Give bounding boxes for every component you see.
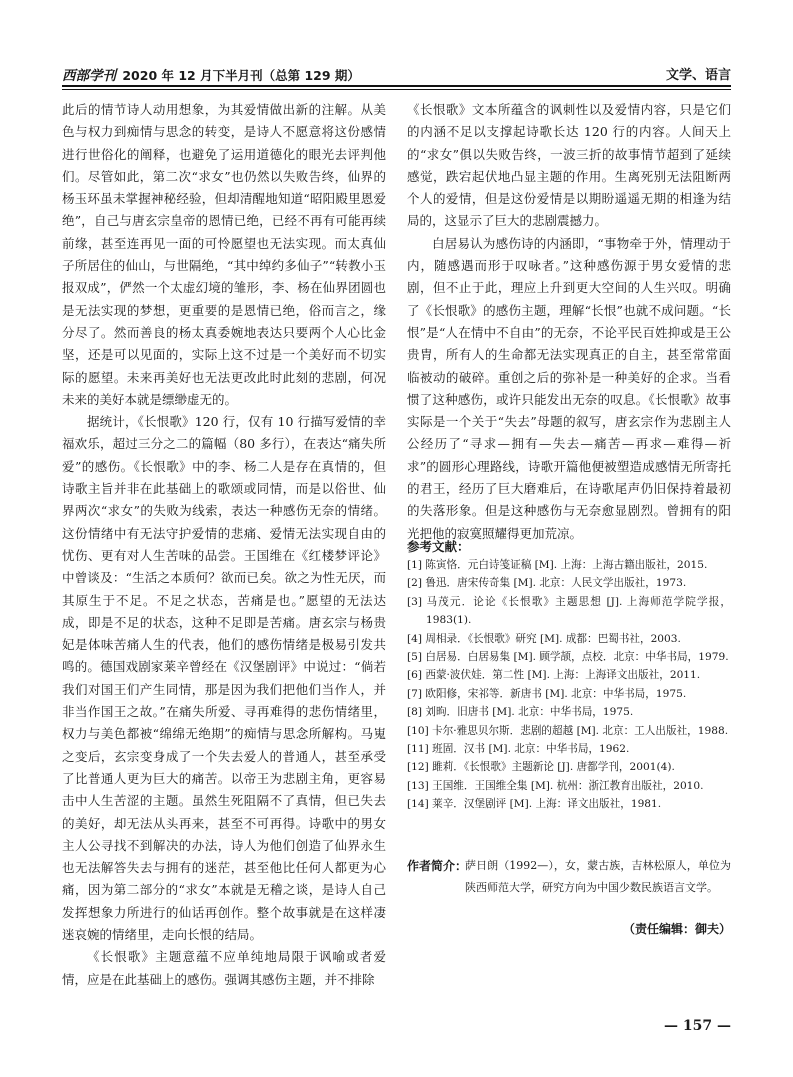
reference-item: [3] 马茂元．论论《长恨歌》主题思想 [J]. 上海师范学院学报，1983(1).	[407, 595, 731, 627]
reference-item: [7] 欧阳修，宋祁等．新唐书 [M]. 北京：中华书局，1975.	[407, 687, 687, 700]
header-rule	[62, 85, 731, 87]
author-label: 作者简介：	[407, 859, 468, 873]
reference-item: [10] 卡尔·雅思贝尔斯．悲剧的超越 [M]. 北京：工人出版社，1988.	[407, 724, 729, 737]
reference-item: [13] 王国维．王国维全集 [M]. 杭州：浙江教育出版社，2010.	[407, 779, 704, 792]
header-rule-thin	[62, 89, 731, 90]
responsible-editor: （责任编辑：御夫）	[622, 922, 731, 936]
reference-item: [4] 周相录．《长恨歌》研究 [M]. 成都：巴蜀书社，2003.	[407, 632, 681, 645]
journal-brand: 西部学刊	[62, 68, 116, 84]
paragraph: 《长恨歌》主题意蕴不应单纯地局限于讽喻或者爱情，应是在此基础上的感伤。强调其感伤主题，并不排除	[62, 949, 386, 987]
reference-item: [12] 雎莉．《长恨歌》主题新论 [J]. 唐都学刊，2001(4).	[407, 761, 675, 774]
author-text: 萨日朗（1992—），女，蒙古族，吉林松原人，单位为陕西师范大学，研究方向为中国少数民族语言文学。	[465, 859, 731, 894]
reference-item: [1] 陈寅恪．元白诗笺证稿 [M]. 上海：上海古籍出版社，2015.	[407, 559, 708, 571]
journal-masthead	[62, 64, 360, 84]
page-header	[62, 62, 731, 84]
reference-item: [8] 刘昫．旧唐书 [M]. 北京：中华书局，1975.	[407, 706, 634, 719]
reference-item: [11] 班固．汉书 [M]. 北京：中华书局，1962.	[407, 743, 630, 756]
reference-item: [6] 西蒙·波伏娃．第二性 [M]. 上海：上海译文出版社，2011.	[407, 669, 701, 682]
reference-item: [2] 鲁迅．唐宋传奇集 [M]. 北京：人民文学出版社，1973.	[407, 577, 687, 590]
paragraph: 《长恨歌》文本所蕴含的讽刺性以及爱情内容，只是它们的内涵不足以支撑起诗歌长达 120 行的内容。人间天上的“求女”俱以失败告终，一波三折的故事情节超到了延续感觉，跌宕起伏地凸显主题的作用。生离死别无法阻断两个人的爱情，但是这份爱情是以期盼遥遥无期的相逢为结局的，这显示了巨大的悲剧震撼力。	[407, 102, 731, 229]
page-number: — 157 —	[664, 1018, 731, 1034]
issue-info: 2020 年 12 月下半月刊（总第 129 期）	[122, 68, 360, 83]
paragraph: 白居易认为感伤诗的内涵即，“事物牵于外，情理动于内，随感遇而形于叹咏者。”这种感伤源于男女爱情的悲剧，但不止于此，理应上升到更大空间的人生兴叹。明确了《长恨歌》的感伤主题，理解“长恨”也就不成问题。“长恨”是“人在情中不自由”的无奈，不论平民百姓抑或是王公贵胄，所有人的生命都无法实现真正的自主，甚至常常面临被动的破碎。重创之后的弥补是一种美好的企求。当看惯了这种感伤，或许只能发出无奈的叹息。《长恨歌》故事实际是一个关于“失去”母题的叙写，唐玄宗作为悲剧主人公经历了“寻求—拥有—失去—痛苦—再求—难得—祈求”的圆形心理路线，诗歌开篇他便被塑造成感情无所寄托的君王，经历了巨大磨难后，在诗歌尾声仍旧保持着最初的失落形象。但是这种感伤与无奈愈显剧烈。曾拥有的阳光把他的寂寞照耀得更加荒凉。	[407, 235, 731, 541]
paragraph: 此后的情节诗人动用想象，为其爱情做出新的注解。从美色与权力到痴情与思念的转变，是诗人不愿意将这份感情进行世俗化的阐释，也避免了运用道德化的眼光去评判他们。尽管如此，第二次“求女”也仍然以失败告终，仙界的杨玉环虽未掌握神秘经验，但却清醒地知道“昭阳殿里恩爱绝”，自己与唐玄宗皇帝的恩情已绝，已经不再有可能再续前缘，甚至连再见一面的可怜愿望也无法实现。而太真仙子所居住的仙山，与世隔绝，“其中绰约多仙子”“转教小玉报双成”，俨然一个太虚幻境的雏形，李、杨在仙界团圆也是无法实现的梦想，更重要的是恩情已绝，俗而言之，缘分尽了。然而善良的杨太真委婉地表达只要两个人心比金坚，还是可以见面的，实际上这不过是一个美好而不切实际的愿望。未来再美好也无法更改此时此刻的悲剧，何况未来的美好本就是缥缈虚无的。	[62, 102, 386, 407]
paragraph: 据统计，《长恨歌》120 行，仅有 10 行描写爱情的幸福欢乐，超过三分之二的篇幅（80 多行），在表达“痛失所爱”的感伤。《长恨歌》中的李、杨二人是存在真情的，但诗歌主旨并非在此基础上的歌颂或同情，而是以俗世、仙界两次“求女”的失败为线索，表达一种感伤无奈的情绪。这份情绪中有无法守护爱情的悲痛、爱情无法实现自由的忧伤、更有对人生苦味的品尝。王国维在《红楼梦评论》中曾谈及：“生活之本质何？欲而已矣。欲之为性无厌，而其原生于不足。不足之状态，苦痛是也。”愿望的无法达成，即是不足的状态，这种不足即是苦痛。唐玄宗与杨贵妃是体味苦痛人生的代表，他们的感伤情绪是极易引发共鸣的。德国戏剧家莱辛曾经在《汉堡剧评》中说过：“倘若我们对国王们产生同情，那是因为我们把他们当作人，并非当作国王之故。”在痛失所爱、寻再难得的悲伤情绪里，权力与美色都被“绵绵无绝期”的痴情与思念所解构。马嵬之变后，玄宗变身成了一个失去爱人的普通人，甚至承受了比普通人更为巨大的痛苦。以帝王为悲剧主角，更容易击中人生苦涩的主题。虽然生死阻隔不了真情，但已失去的美好，却无法从头再来，甚至不可再得。诗歌中的男女主人公寻找不到解决的办法，诗人为他们创造了仙界永生也无法解答失去与拥有的迷茫，甚至他比任何人都更为心痛，因为第二部分的“求女”本就是无稽之谈，是诗人自己发挥想象力所进行的仙话再创作。整个故事就是在这样凄迷哀婉的情绪里，走向长恨的结局。	[62, 414, 386, 942]
references-title: 参考文献：	[407, 539, 470, 554]
reference-list	[407, 556, 731, 814]
section-tag: 文学、语言	[665, 68, 731, 83]
author-bio	[407, 855, 731, 899]
reference-item: [5] 白居易．白居易集 [M]. 顾学颉，点校．北京：中华书局，1979.	[407, 651, 729, 664]
reference-item: [14] 莱辛．汉堡剧评 [M]. 上海：译文出版社，1981.	[407, 798, 662, 811]
right-column	[407, 99, 731, 545]
left-column	[62, 99, 386, 991]
